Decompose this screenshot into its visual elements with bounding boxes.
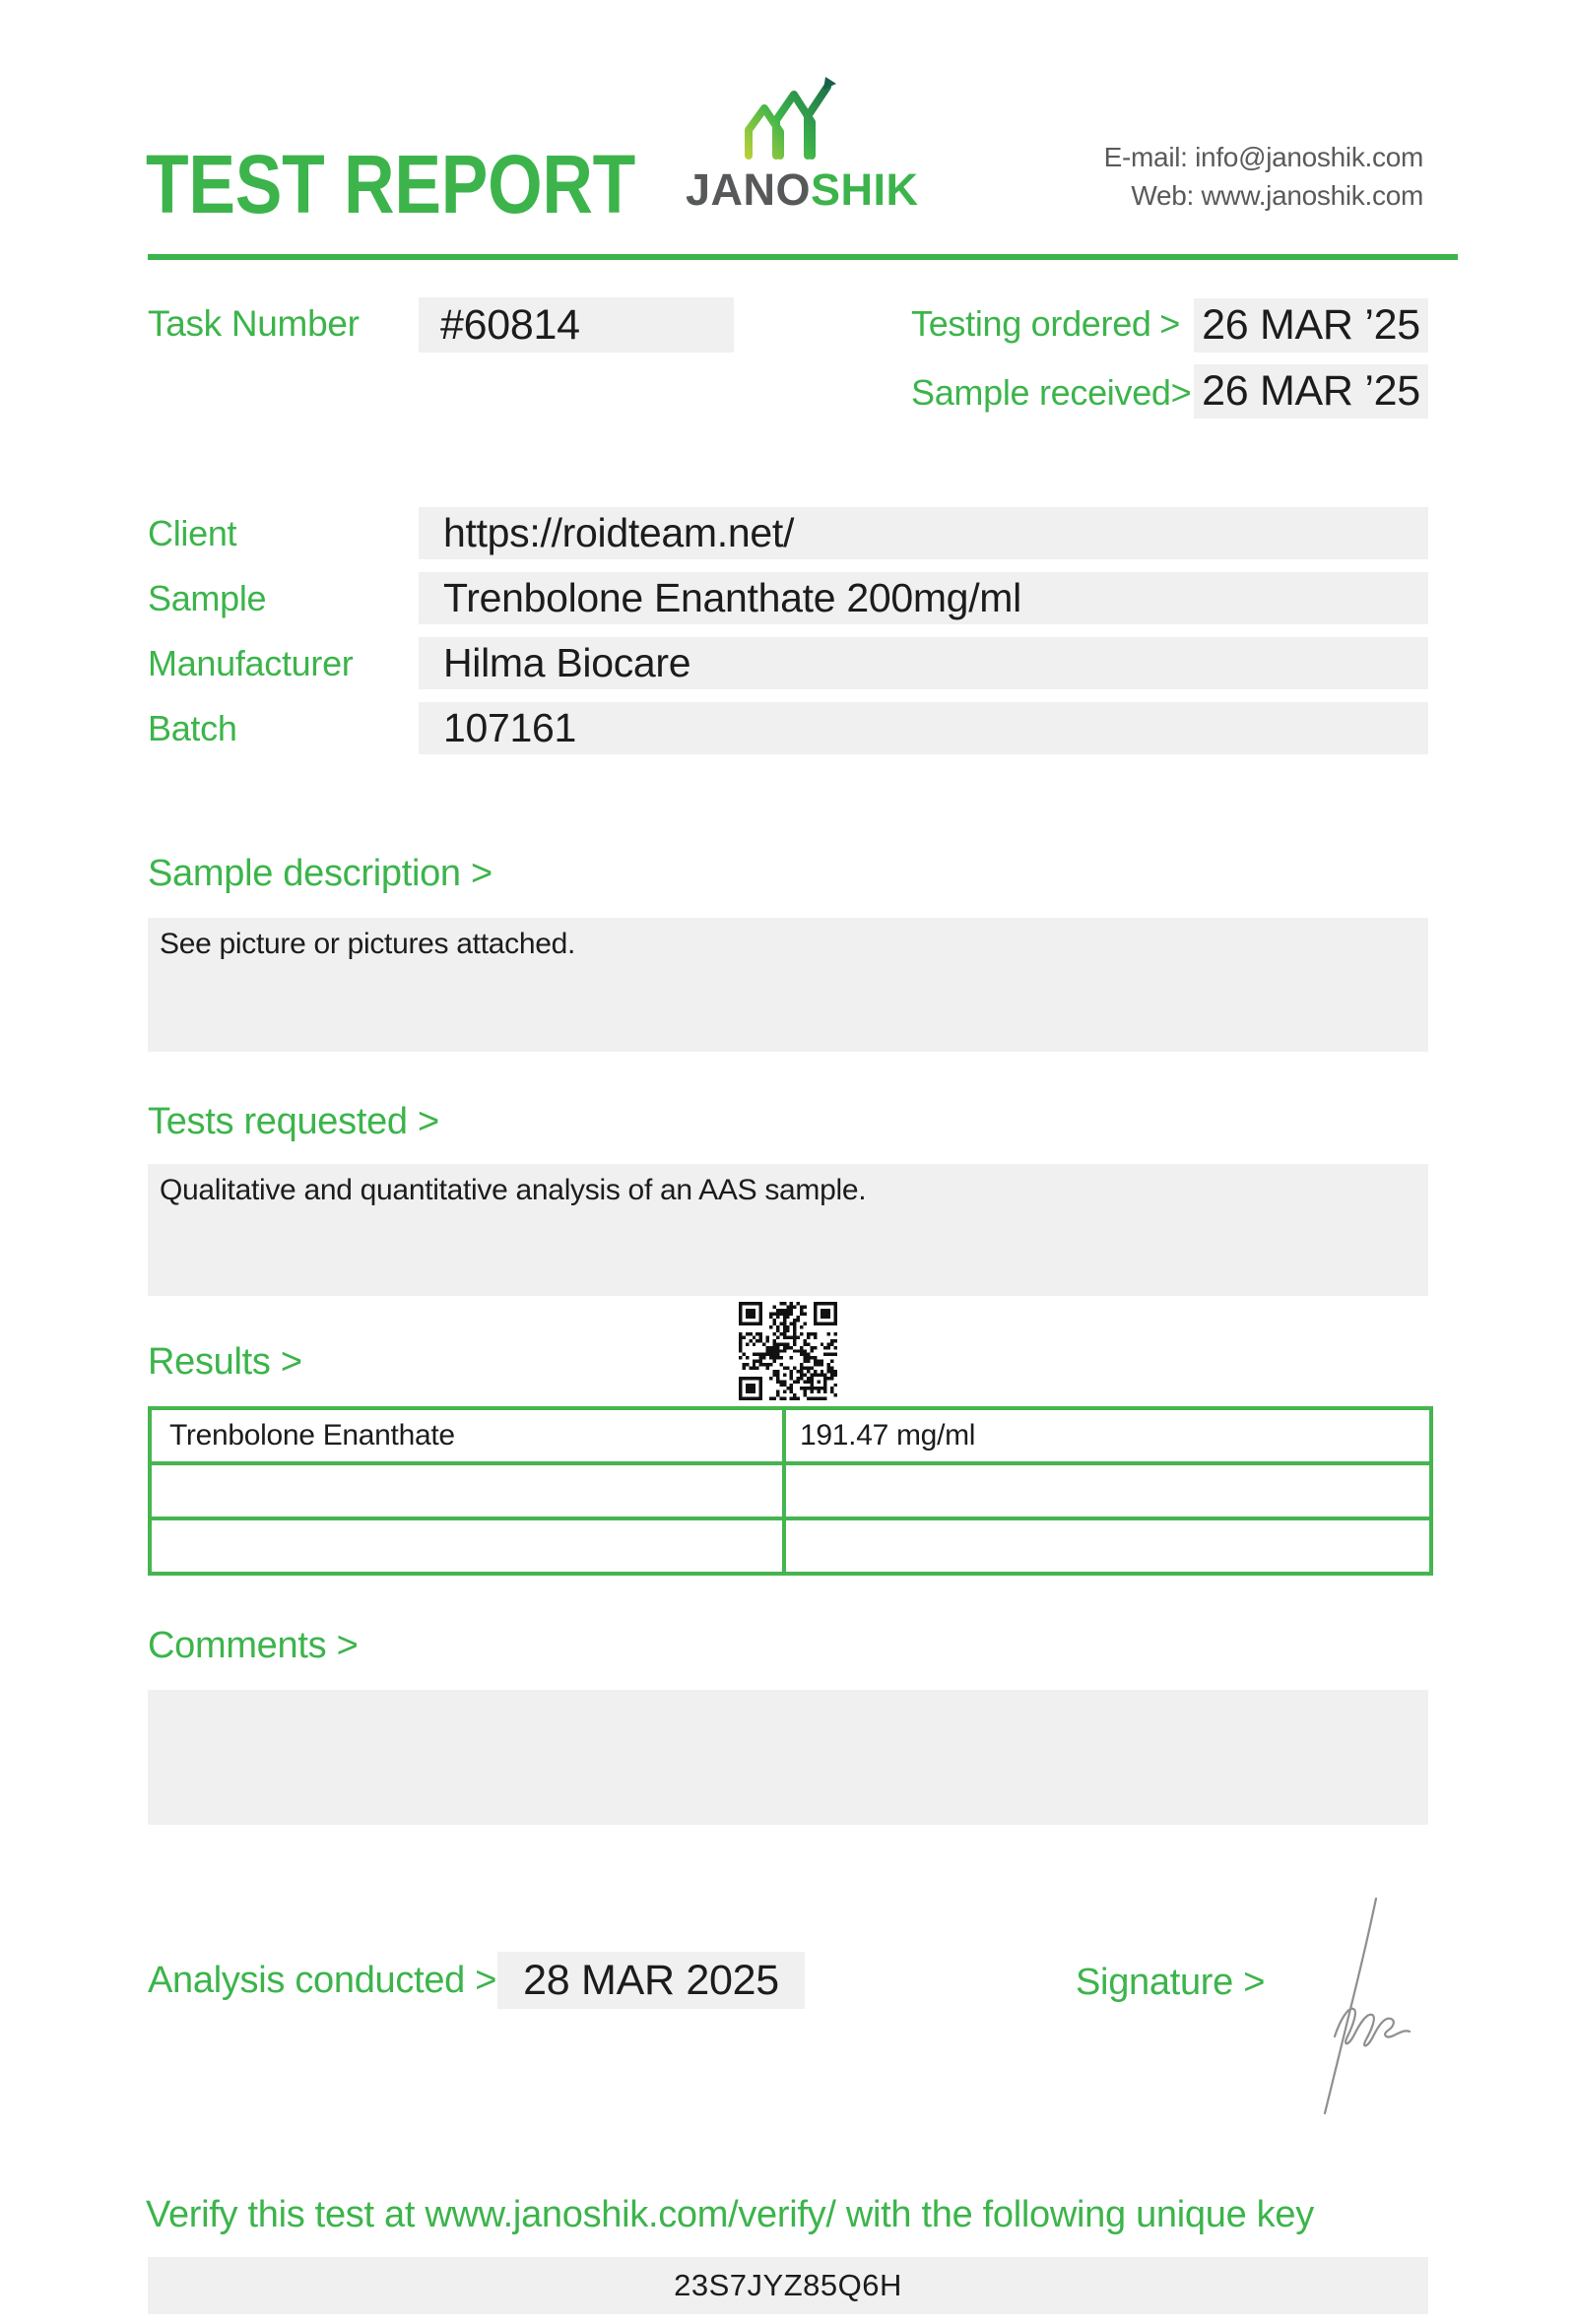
field-value: Trenbolone Enanthate 200mg/ml (443, 575, 1021, 620)
logo-wordmark (686, 164, 919, 215)
analyte-cell (152, 1410, 786, 1461)
contact-email: E-mail: info@janoshik.com (1103, 142, 1423, 172)
task-number-value: #60814 (440, 300, 580, 349)
field-label: Sample (148, 577, 267, 618)
task-number-box (419, 297, 734, 353)
testing-ordered-value: 26 MAR ’25 (1202, 301, 1420, 349)
analyte-cell (152, 1520, 786, 1572)
sample-description-box (148, 918, 1428, 1052)
info-section (148, 507, 1428, 767)
comments-box (148, 1690, 1428, 1825)
result-cell (786, 1465, 1429, 1517)
result-cell (786, 1520, 1429, 1572)
unique-key-value: 23S7JYZ85Q6H (674, 2268, 902, 2302)
info-row-manufacturer (148, 637, 1428, 689)
testing-ordered-row (911, 303, 1180, 344)
field-value: Hilma Biocare (443, 640, 691, 685)
testing-ordered-label: Testing ordered (911, 303, 1151, 344)
results-heading: Results > (148, 1341, 302, 1383)
task-number-label: Task Number (148, 303, 360, 344)
qr-code-icon (739, 1302, 837, 1400)
logo-text-accent: SHIK (811, 164, 919, 215)
table-row (152, 1520, 1429, 1572)
result-value: 191.47 mg/ml (800, 1419, 976, 1452)
field-value: 107161 (443, 705, 577, 750)
results-table (148, 1406, 1433, 1576)
testing-ordered-box (1194, 298, 1428, 353)
testing-ordered-arrow: > (1159, 303, 1180, 344)
logo-chart-icon (741, 77, 839, 160)
sample-description-heading: Sample description > (148, 853, 492, 894)
analysis-date-value: 28 MAR 2025 (523, 1956, 779, 2004)
info-row-sample (148, 572, 1428, 624)
sample-description-body: See picture or pictures attached. (160, 928, 576, 960)
field-value-box (419, 572, 1428, 624)
comments-heading: Comments > (148, 1625, 359, 1666)
info-row-client (148, 507, 1428, 559)
report-title: TEST REPORT (146, 138, 636, 230)
sample-received-label: Sample received (911, 372, 1171, 413)
field-label: Batch (148, 707, 237, 748)
field-value-box (419, 637, 1428, 689)
result-cell (786, 1410, 1429, 1461)
contact-block (1104, 138, 1423, 215)
field-value-box (419, 507, 1428, 559)
tests-requested-box (148, 1164, 1428, 1296)
info-row-batch (148, 702, 1428, 754)
analyte-name: Trenbolone Enanthate (169, 1419, 455, 1452)
sample-received-box (1194, 364, 1428, 419)
table-row (152, 1410, 1429, 1465)
table-row (152, 1465, 1429, 1520)
analyte-cell (152, 1465, 786, 1517)
logo-text-primary: JANO (686, 164, 812, 215)
tests-requested-body: Qualitative and quantitative analysis of an AAS sample. (160, 1174, 867, 1206)
analysis-conducted-label: Analysis conducted > (148, 1960, 497, 2001)
field-label: Manufacturer (148, 642, 354, 683)
verify-instruction: Verify this test at www.janoshik.com/verify/ with the following unique key (146, 2194, 1314, 2235)
field-value: https://roidteam.net/ (443, 510, 795, 555)
unique-key-box (148, 2257, 1428, 2314)
analysis-date-box (497, 1952, 805, 2009)
header-rule (148, 254, 1458, 260)
sample-received-value: 26 MAR ’25 (1202, 367, 1420, 415)
tests-requested-heading: Tests requested > (148, 1101, 439, 1142)
sample-received-row (911, 372, 1192, 413)
field-label: Client (148, 512, 237, 553)
sample-received-arrow: > (1170, 372, 1192, 413)
signature-image (1285, 1893, 1418, 2117)
contact-web: Web: www.janoshik.com (1131, 180, 1423, 211)
signature-label: Signature > (1076, 1962, 1266, 2003)
field-value-box (419, 702, 1428, 754)
